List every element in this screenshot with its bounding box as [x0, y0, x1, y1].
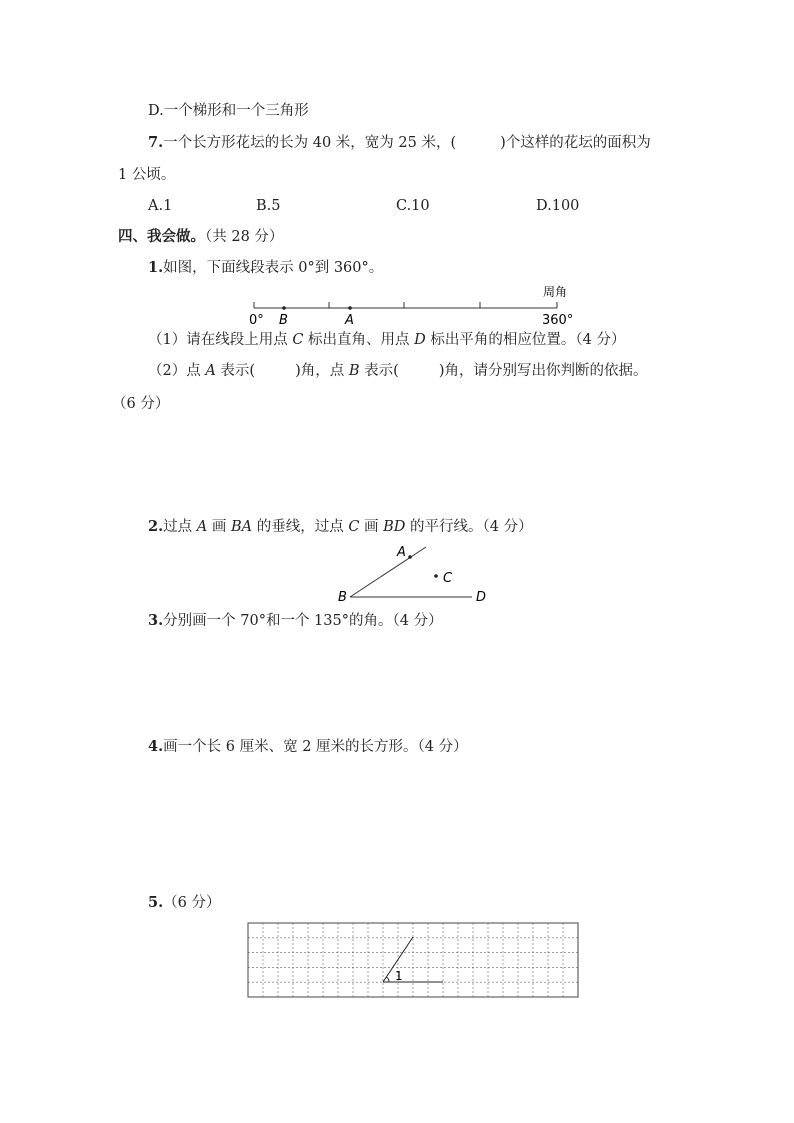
q1-label-b: B: [279, 313, 288, 328]
q1-label-zero: 0°: [249, 313, 264, 328]
q2-text: 的平行线。（4 分）: [405, 519, 533, 535]
q5-grid: [248, 923, 578, 997]
q1-part2-a: A: [205, 363, 216, 379]
q1-part1-d: D: [414, 332, 426, 348]
q2-number: 2.: [148, 518, 164, 535]
q7-option-c[interactable]: C.10: [396, 198, 430, 214]
q2-c: C: [348, 519, 360, 535]
section-title: 四、我会做。: [118, 228, 205, 245]
q1-part2-b: B: [348, 363, 360, 379]
q1-label-a: A: [345, 313, 354, 328]
q2-a: A: [196, 519, 208, 535]
q2-text: 的垂线，过点: [252, 519, 349, 535]
q2-label-d: D: [476, 590, 487, 605]
q5-number: 5.: [148, 894, 164, 911]
q7-text-before: 一个长方形花坛的长为 40 米，宽为 25 米，(: [163, 135, 457, 151]
q1-label-end: 360°: [542, 313, 574, 328]
q1-part1-c: C: [292, 332, 304, 348]
q2-bd: BD: [383, 519, 406, 535]
q1-part2-text: )角，请分别写出你判断的依据。: [438, 363, 648, 379]
q5-text: （6 分）: [163, 895, 221, 911]
q4-text: 画一个长 6 厘米、宽 2 厘米的长方形。（4 分）: [163, 739, 468, 755]
q2-text: 画: [359, 519, 384, 535]
q1-part2-score: （6 分）: [112, 396, 170, 412]
q1-part2-text: 表示(: [215, 363, 256, 379]
q1-part2-text: 表示(: [359, 363, 399, 379]
q3-text: 分别画一个 70°和一个 135°的角。（4 分）: [163, 613, 443, 629]
q5-angle-arc: [386, 977, 389, 982]
q2-label-b: B: [338, 590, 347, 605]
q7-option-b[interactable]: B.5: [256, 198, 281, 214]
q1-part1-text: 标出直角、用点: [303, 332, 415, 348]
q2-ba: BA: [230, 519, 253, 535]
q1-number: 1.: [148, 259, 164, 276]
q5-angle-label: 1: [395, 969, 403, 983]
q1-part2-text: （2）点: [148, 363, 206, 379]
q4-number: 4.: [148, 738, 164, 755]
q1-part1-text: 标出平角的相应位置。（4 分）: [425, 332, 626, 348]
q7-option-d[interactable]: D.100: [536, 198, 580, 214]
section-score: （共 28 分）: [205, 229, 284, 245]
q1-text: 如图，下面线段表示 0°到 360°。: [163, 260, 384, 276]
q2-text: 画: [207, 519, 231, 535]
q2-text: 过点: [163, 519, 197, 535]
q2-label-c: C: [443, 571, 453, 586]
q2-label-a: A: [397, 545, 406, 560]
q1-part1-text: （1）请在线段上用点: [148, 332, 293, 348]
q7-text-after: )个这样的花坛的面积为: [500, 135, 651, 151]
q3-number: 3.: [148, 612, 164, 629]
q7-continuation: 1 公顷。: [118, 167, 176, 183]
q7-option-a[interactable]: A.1: [148, 198, 173, 214]
q7-number: 7.: [148, 134, 164, 151]
q6-option-d: D.一个梯形和一个三角形: [148, 103, 309, 119]
q1-part2-text: )角，点: [295, 363, 349, 379]
q1-label-top: 周角: [543, 285, 568, 299]
